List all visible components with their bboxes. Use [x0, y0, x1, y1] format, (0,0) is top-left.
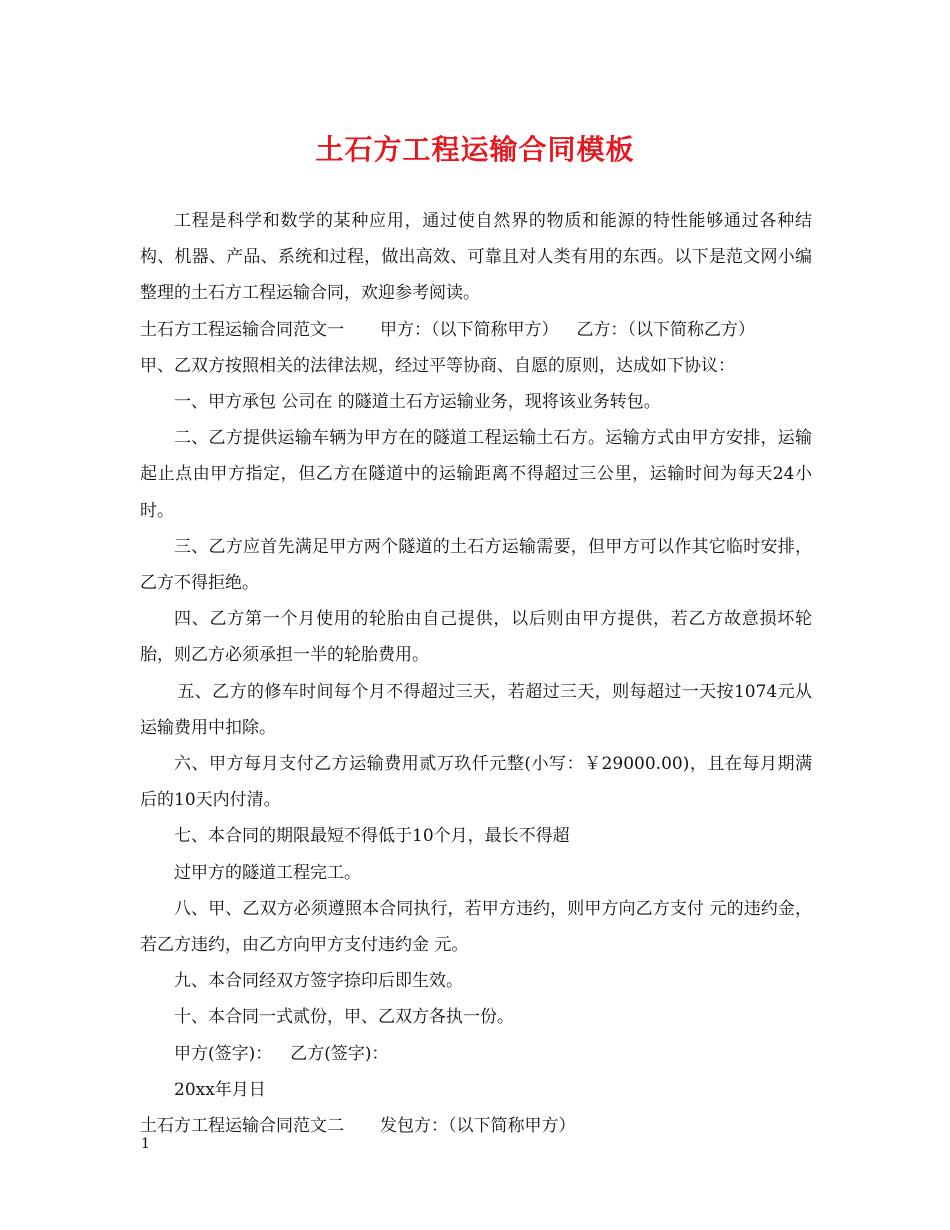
signature-line [140, 1036, 812, 1072]
document-title: 土石方工程运输合同模板 [315, 133, 635, 166]
date-line: 20xx年月日 [174, 1079, 266, 1100]
clause-9: 九、本合同经双方签字捺印后即生效。 [174, 971, 463, 992]
section1-party-b: 乙方：（以下简称乙方） [576, 319, 755, 340]
intro-paragraph: 工程是科学和数学的某种应用，通过使自然界的物质和能源的特性能够通过各种结构、机器、产品、系统和过程，做出高效、可靠且对人类有用的东西。以下是范文网小编整理的土石方工程运输合同，欢迎参考阅读。 [140, 211, 812, 304]
clause-6: 六、甲方每月支付乙方运输费用贰万玖仟元整(小写：￥29000.00)，且在每月期满后的10天内付清。 [140, 754, 812, 811]
clause-1: 一、甲方承包 公司在 的隧道土石方运输业务，现将该业务转包。 [174, 392, 661, 413]
page-number: 1 [141, 1136, 150, 1152]
document-body [140, 203, 812, 1144]
signature-party-a: 甲方(签字)： [174, 1043, 273, 1064]
section2-heading: 土石方工程运输合同范文二 [140, 1116, 344, 1137]
section2-heading-line [140, 1108, 812, 1144]
clause-8: 八、甲、乙双方必须遵照本合同执行，若甲方违约，则甲方向乙方支付 元的违约金，若乙方违约，由乙方向甲方支付违约金 元。 [140, 898, 812, 956]
clause-5: 五、乙方的修车时间每个月不得超过三天，若超过三天，则每超过一天按1074元从运输费用中扣除。 [140, 681, 812, 738]
section1-party-a: 甲方：（以下简称甲方） [380, 319, 559, 340]
clause-3: 三、乙方应首先满足甲方两个隧道的土石方运输需要，但甲方可以作其它临时安排，乙方不得拒绝。 [140, 536, 812, 594]
clause-7: 七、本合同的期限最短不得低于10个月，最长不得超 [174, 826, 570, 847]
section1-heading-line [140, 312, 812, 348]
preamble-paragraph: 甲、乙双方按照相关的法律法规，经过平等协商、自愿的原则，达成如下协议： [140, 355, 735, 376]
section2-contractor: 发包方：（以下简称甲方） [380, 1116, 576, 1137]
signature-party-b: 乙方(签字)： [290, 1043, 389, 1064]
clause-2: 二、乙方提供运输车辆为甲方在的隧道工程运输土石方。运输方式由甲方安排，运输起止点由甲方指定，但乙方在隧道中的运输距离不得超过三公里，运输时间为每天24小时。 [140, 428, 812, 521]
clause-7-continued: 过甲方的隧道工程完工。 [174, 862, 361, 883]
section1-heading: 土石方工程运输合同范文一 [140, 319, 344, 340]
clause-10: 十、本合同一式贰份，甲、乙双方各执一份。 [174, 1007, 514, 1028]
clause-4: 四、乙方第一个月使用的轮胎由自己提供，以后则由甲方提供，若乙方故意损坏轮胎，则乙方必须承担一半的轮胎费用。 [140, 609, 812, 666]
